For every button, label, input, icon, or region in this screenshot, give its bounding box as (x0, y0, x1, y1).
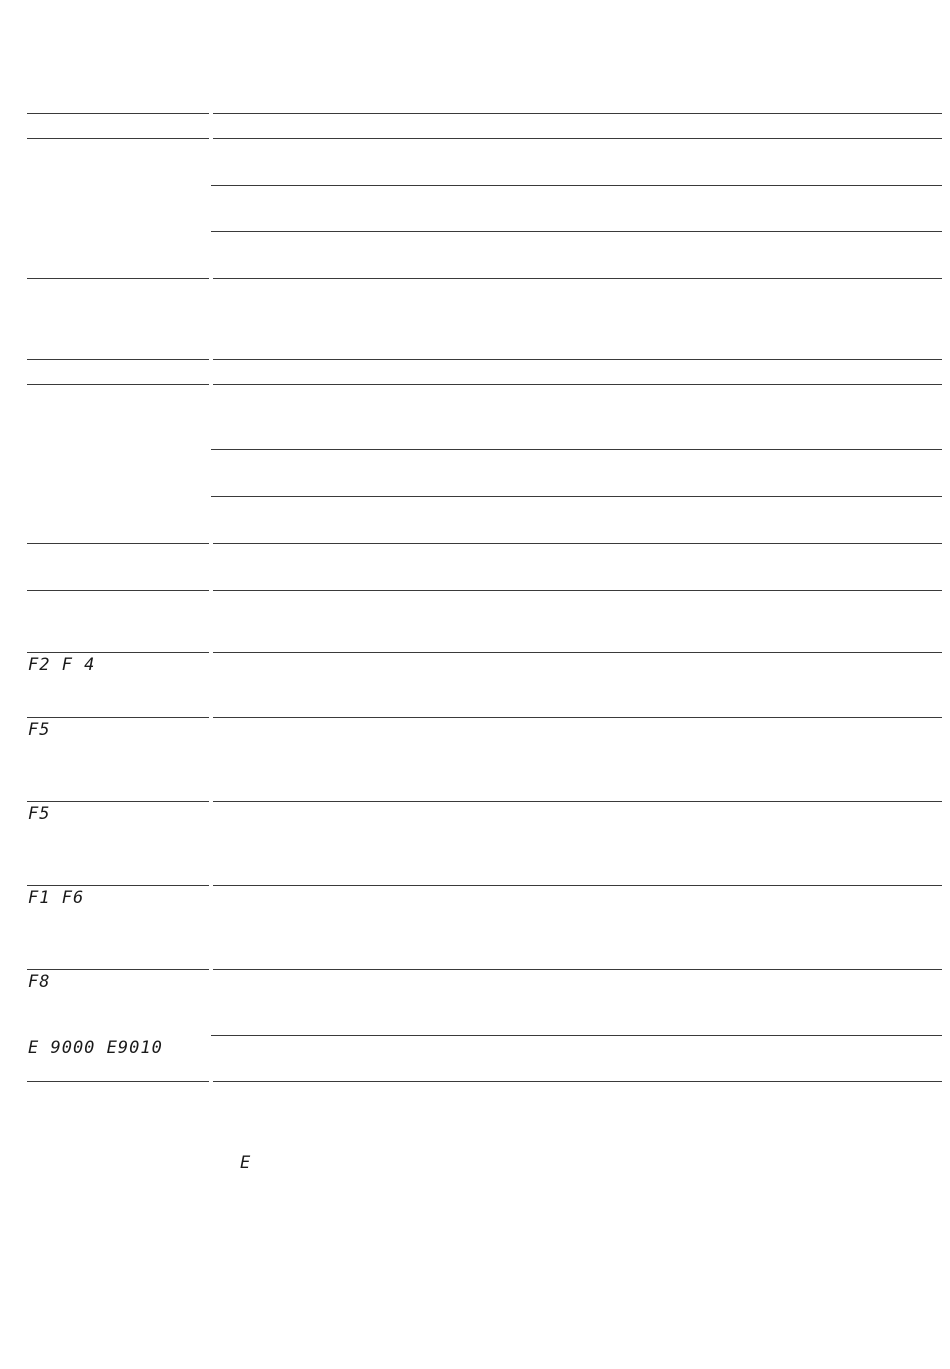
table-rule (27, 717, 942, 718)
column-gap (209, 968, 213, 971)
table-rule (27, 969, 942, 970)
column-gap (209, 589, 213, 592)
table-rule (211, 1035, 942, 1036)
column-gap (209, 651, 213, 654)
column-gap (209, 137, 213, 140)
display-glyph: E (240, 1153, 251, 1173)
table-rule (27, 359, 942, 360)
column-gap (209, 884, 213, 887)
column-gap (209, 383, 213, 386)
error-code: F8 (28, 972, 51, 992)
error-code: F2 F 4 (28, 655, 96, 675)
column-gap (209, 800, 213, 803)
column-gap (209, 277, 213, 280)
table-rule (27, 113, 942, 114)
table-rule (211, 231, 942, 232)
table-rule (27, 885, 942, 886)
error-code: F5 (28, 804, 51, 824)
column-gap (209, 112, 213, 115)
error-code: F5 (28, 720, 51, 740)
error-code: E 9000 E9010 (28, 1038, 163, 1058)
table-rule (27, 138, 942, 139)
table-rule (211, 185, 942, 186)
column-gap (209, 542, 213, 545)
table-rule (211, 496, 942, 497)
error-code: F1 F6 (28, 888, 85, 908)
table-rule (211, 449, 942, 450)
table-rule (27, 278, 942, 279)
table-rule (27, 384, 942, 385)
table-rule (27, 590, 942, 591)
column-gap (209, 358, 213, 361)
table-rule (27, 543, 942, 544)
table-rule (27, 652, 942, 653)
table-rule (27, 801, 942, 802)
table-rule (27, 1081, 942, 1082)
column-gap (209, 1080, 213, 1083)
column-gap (209, 716, 213, 719)
